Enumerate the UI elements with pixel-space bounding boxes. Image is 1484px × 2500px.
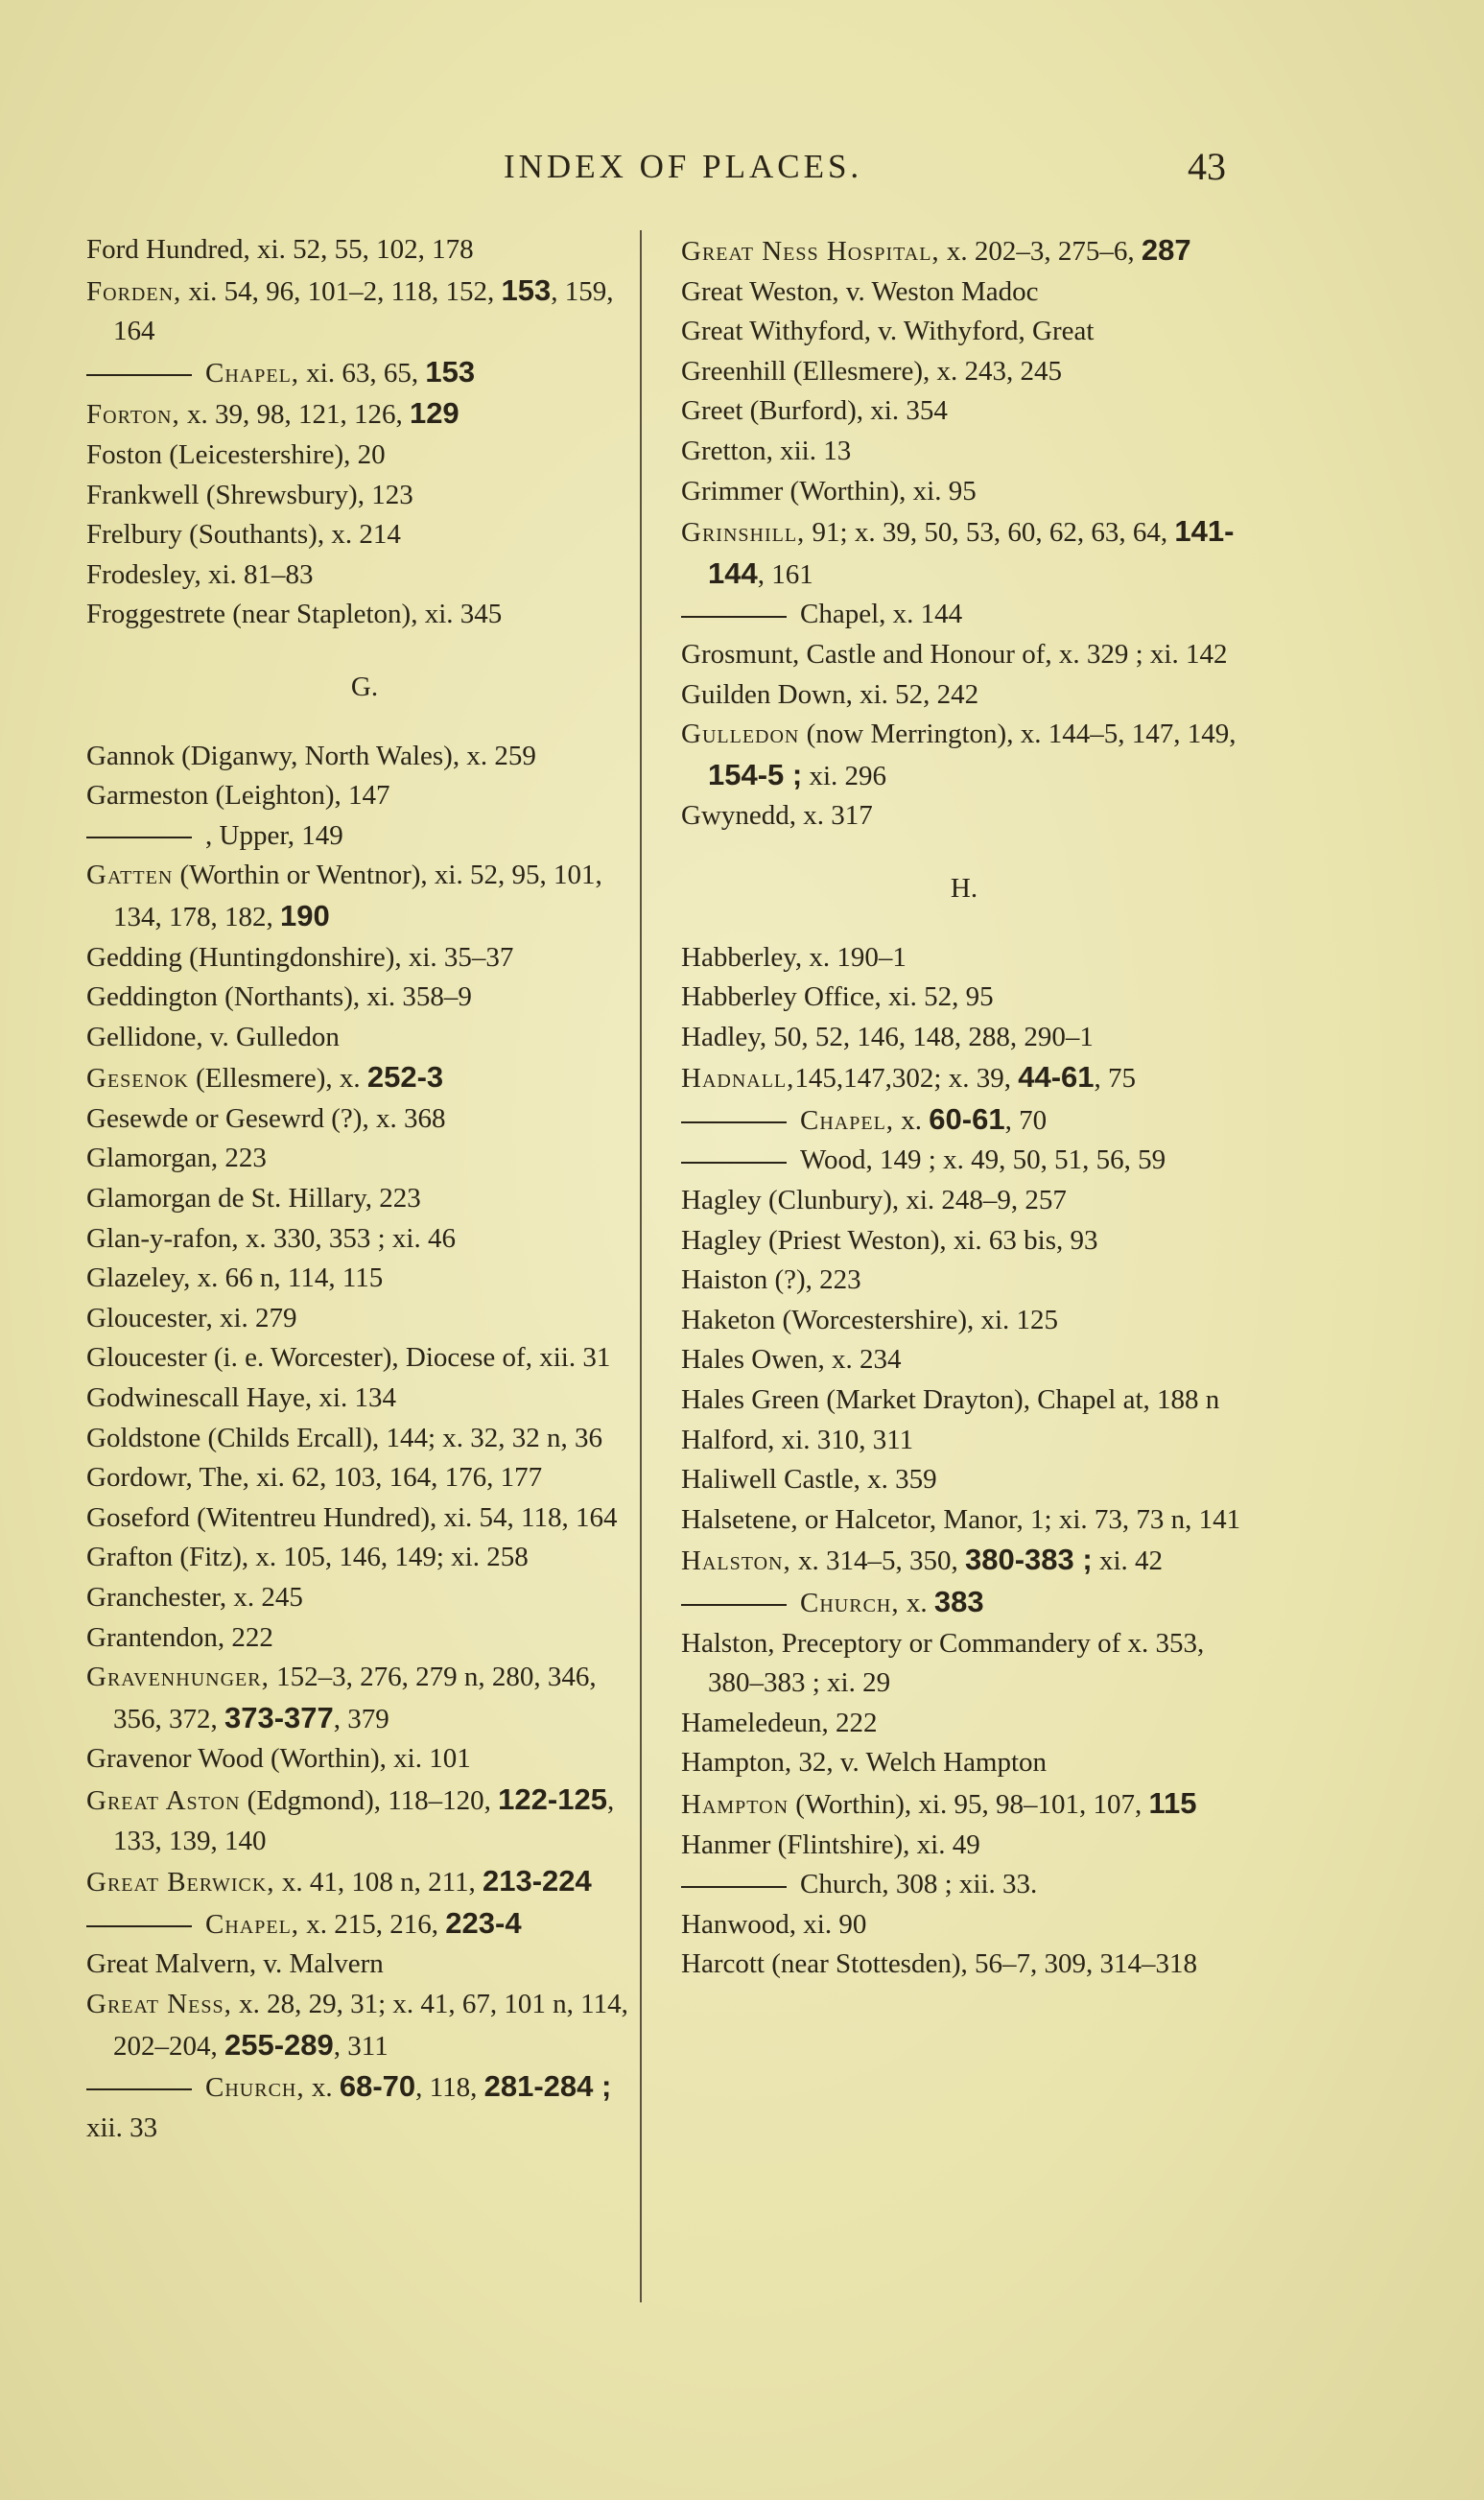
index-entry (86, 1578, 643, 1618)
entry-text: Gesewde or Gesewrd (?), x. 368 (86, 1102, 446, 1134)
page-refs: xi. 54, 96, 101–2, 118, 152, (181, 275, 502, 307)
index-entry (86, 1219, 643, 1260)
entry-text: Hagley (Clunbury), xi. 248–9, 257 (681, 1185, 1067, 1216)
index-entry (681, 432, 1247, 472)
entry-text: Greet (Burford), xi. 354 (681, 395, 948, 427)
principal-page-ref: 287 (1141, 233, 1191, 267)
page-title: INDEX OF PLACES. (504, 148, 863, 185)
entry-text: Hampton, 32, v. Welch Hampton (681, 1747, 1048, 1779)
page-refs: x. 39, 98, 121, 126, (179, 399, 410, 431)
index-entry (86, 515, 643, 555)
index-subentry (681, 1099, 1247, 1142)
index-entry (86, 776, 643, 816)
index-entry (86, 230, 643, 271)
page-refs: 152–3, 276, 279 n, 280, 346, 356, 372, (113, 1662, 597, 1734)
index-entry (86, 1780, 643, 1861)
index-entry (86, 1018, 643, 1058)
entry-text: Great Withyford, v. Withyford, Great (681, 316, 1095, 347)
entry-text: Grosmunt, Castle and Honour of, x. 329 ; xi. 142 (681, 638, 1228, 670)
entry-text: Froggestrete (near Stapleton), xi. 345 (86, 599, 503, 630)
entry-text: Garmeston (Leighton), 147 (86, 780, 390, 812)
entry-text: Glan-y-rafon, x. 330, 353 ; xi. 46 (86, 1222, 456, 1254)
principal-page-ref: 153 (501, 272, 552, 307)
left-column (86, 230, 643, 2148)
index-entry (86, 1739, 643, 1780)
entry-text: Goldstone (Childs Ercall), 144; x. 32, 32 n, 36 (86, 1422, 603, 1453)
principal-page-ref: 129 (409, 396, 459, 431)
page-refs: , 379 (333, 1703, 389, 1734)
index-entry (86, 476, 643, 516)
index-entry (86, 436, 643, 476)
index-entry (681, 938, 1247, 979)
index-entry (681, 715, 1247, 796)
entry-text: Gannok (Diganwy, North Wales), x. 259 (86, 740, 536, 771)
page-refs: , 161 (757, 558, 813, 590)
entry-text: Gloucester, xi. 279 (86, 1302, 297, 1333)
index-entry (86, 1945, 643, 1985)
section-letter (86, 635, 643, 737)
entry-text: Greenhill (Ellesmere), x. 243, 245 (681, 355, 1063, 387)
index-subentry (86, 816, 643, 857)
principal-page-ref: 44-61 (1018, 1060, 1095, 1095)
place-name: Chapel, (205, 357, 300, 389)
principal-page-ref: 255-289 (224, 2027, 334, 2062)
place-name: Forden, (86, 275, 182, 307)
index-entry (681, 796, 1247, 837)
principal-page-ref: 141-144 (708, 514, 1235, 590)
index-entry (86, 1538, 643, 1578)
page-header (0, 144, 1484, 201)
page-refs: (Ellesmere), x. (188, 1063, 367, 1095)
index-entry (86, 1985, 643, 2066)
section-letter-text: G. (350, 671, 379, 702)
entry-text: Foston (Leicestershire), 20 (86, 438, 386, 470)
principal-page-ref: 153 (425, 354, 476, 389)
entry-text: Guilden Down, xi. 52, 242 (681, 678, 979, 710)
entry-text: Goseford (Witentreu Hundred), xi. 54, 118, 164 (86, 1501, 618, 1533)
index-subentry (86, 352, 643, 394)
index-entry (681, 511, 1247, 595)
ditto-dash (681, 1604, 787, 1606)
page-refs: (now Merrington), x. 144–5, 147, 149, (799, 719, 1237, 750)
entry-text: Glamorgan, 223 (86, 1143, 267, 1174)
entry-text: Habberley, x. 190–1 (681, 941, 907, 973)
index-entry (86, 1139, 643, 1179)
index-entry (86, 1419, 643, 1459)
page-refs: xi. 63, 65, (299, 357, 426, 389)
index-entry (681, 1624, 1247, 1704)
entry-text: Hanmer (Flintshire), xi. 49 (681, 1828, 980, 1860)
index-entry (681, 1460, 1247, 1500)
entry-text: Granchester, x. 245 (86, 1582, 303, 1613)
entry-text: Gravenor Wood (Worthin), xi. 101 (86, 1743, 471, 1775)
index-subentry (86, 2066, 643, 2148)
place-name: Grinshill, (681, 517, 806, 549)
entry-text: Frelbury (Southants), x. 214 (86, 519, 401, 551)
index-entry (86, 1099, 643, 1140)
place-name: Gravenhunger, (86, 1662, 270, 1693)
index-entry (86, 1618, 643, 1659)
index-entry (86, 1458, 643, 1498)
index-entry (681, 1018, 1247, 1058)
index-entry (86, 393, 643, 436)
page-refs: x. (894, 1104, 930, 1136)
entry-text: Harcott (near Stottesden), 56–7, 309, 314–318 (681, 1948, 1198, 1980)
place-name: Great Ness Hospital, (681, 236, 940, 267)
entry-text: Frodesley, xi. 81–83 (86, 558, 314, 590)
place-name: Hampton (681, 1788, 789, 1820)
ditto-dash (86, 2088, 192, 2090)
ditto-dash (86, 374, 192, 376)
principal-page-ref: 373-377 (224, 1700, 334, 1734)
principal-page-ref: 154-5 ; (708, 757, 803, 791)
index-subentry (681, 1865, 1247, 1905)
index-entry (681, 272, 1247, 313)
entry-text: Grimmer (Worthin), xi. 95 (681, 475, 977, 507)
entry-text: Godwinescall Haye, xi. 134 (86, 1382, 396, 1414)
index-subentry (681, 1582, 1247, 1624)
index-entry (681, 1500, 1247, 1541)
ditto-dash (681, 1121, 787, 1123)
page-refs: , 75 (1094, 1063, 1137, 1095)
place-name: Hadnall, (681, 1063, 795, 1095)
index-entry (681, 1540, 1247, 1582)
entry-text: Hadley, 50, 52, 146, 148, 288, 290–1 (681, 1021, 1094, 1052)
principal-page-ref: 115 (1148, 1785, 1197, 1820)
place-name: Gatten (86, 860, 174, 891)
place-name: Chapel, (800, 1104, 895, 1136)
index-entry (681, 391, 1247, 432)
index-entry (681, 635, 1247, 675)
place-name: Forton, (86, 399, 180, 431)
principal-page-ref: 122-125 (498, 1781, 607, 1816)
principal-page-ref: 60-61 (929, 1101, 1005, 1136)
index-entry (681, 675, 1247, 716)
index-entry (681, 1704, 1247, 1744)
page-refs: x. 28, 29, 31; x. 41, 67, 101 n, 114, 202–204, (113, 1988, 628, 2062)
principal-page-ref: 380-383 ; (964, 1543, 1093, 1577)
index-entry (86, 555, 643, 596)
index-entry (681, 1221, 1247, 1262)
page-refs: , 118, (415, 2072, 484, 2104)
index-entry (681, 312, 1247, 352)
entry-text: Grantendon, 222 (86, 1621, 273, 1653)
page-refs: 91; x. 39, 50, 53, 60, 62, 63, 64, (805, 517, 1175, 549)
index-entry (681, 472, 1247, 512)
entry-text: Gwynedd, x. 317 (681, 800, 873, 832)
index-subentry (86, 1903, 643, 1946)
index-entry (681, 1261, 1247, 1301)
section-letter-text: H. (950, 872, 978, 904)
entry-text: , Upper, 149 (205, 819, 343, 851)
page-refs: xi. 296 (802, 760, 887, 791)
page-refs: , 311 (333, 2030, 389, 2062)
index-entry (86, 1861, 643, 1903)
page-refs: , 133, 139, 140 (113, 1784, 615, 1856)
entry-text: Chapel, x. 144 (800, 599, 963, 630)
page-refs: (Worthin or Wentnor), xi. 52, 95, 101, 134, 178, 182, (113, 860, 602, 932)
ditto-dash (681, 1162, 787, 1164)
index-entry (86, 271, 643, 352)
section-letter (681, 837, 1247, 938)
place-name: Halston, (681, 1545, 791, 1577)
principal-page-ref: 281-284 ; (483, 2069, 612, 2104)
index-subentry (681, 595, 1247, 635)
index-entry (86, 1338, 643, 1379)
page-refs: x. 202–3, 275–6, (939, 236, 1142, 267)
page-refs: x. 41, 108 n, 211, (274, 1867, 483, 1899)
index-entry (86, 1179, 643, 1219)
entry-text: Haliwell Castle, x. 359 (681, 1464, 937, 1496)
entry-text: Hales Green (Market Drayton), Chapel at, 188 n (681, 1384, 1220, 1416)
entry-text: Hanwood, xi. 90 (681, 1908, 867, 1940)
index-entry (86, 856, 643, 937)
page-refs: x. 215, 216, (299, 1908, 446, 1940)
page-refs: , 159, 164 (113, 275, 614, 347)
entry-text: Habberley Office, xi. 52, 95 (681, 981, 994, 1013)
index-entry (681, 1181, 1247, 1221)
place-name: Church, (800, 1588, 900, 1618)
entry-text: Hagley (Priest Weston), xi. 63 bis, 93 (681, 1224, 1098, 1256)
index-entry (86, 1259, 643, 1299)
index-entry (86, 737, 643, 777)
entry-text: Hales Owen, x. 234 (681, 1344, 902, 1376)
entry-text: Glamorgan de St. Hillary, 223 (86, 1183, 421, 1215)
entry-text: Ford Hundred, xi. 52, 55, 102, 178 (86, 234, 474, 265)
place-name: Gesenok (86, 1063, 189, 1095)
entry-text: Haiston (?), 223 (681, 1264, 861, 1296)
place-name: Great Aston (86, 1784, 241, 1816)
index-entry (681, 1301, 1247, 1341)
place-name: Gulledon (681, 719, 800, 750)
index-entry (681, 1421, 1247, 1461)
ditto-dash (86, 837, 192, 838)
index-entry (681, 1826, 1247, 1866)
page-refs: 145,147,302; x. 39, (794, 1063, 1019, 1095)
index-entry (681, 1783, 1247, 1826)
entry-text: Grafton (Fitz), x. 105, 146, 149; xi. 258 (86, 1542, 529, 1573)
entry-text: Haketon (Worcestershire), xi. 125 (681, 1304, 1059, 1335)
index-entry (86, 1498, 643, 1539)
entry-text: Halford, xi. 310, 311 (681, 1424, 914, 1455)
principal-page-ref: 213-224 (483, 1864, 592, 1899)
principal-page-ref: 383 (933, 1585, 984, 1618)
entry-text: Halsetene, or Halcetor, Manor, 1; xi. 73, 73 n, 141 (681, 1503, 1241, 1535)
index-entry (681, 230, 1247, 272)
principal-page-ref: 252-3 (366, 1060, 444, 1095)
index-entry (86, 1057, 643, 1099)
index-subentry (681, 1141, 1247, 1181)
page-refs: (Worthin), xi. 95, 98–101, 107, (789, 1788, 1149, 1820)
entry-text: Halston, Preceptory or Commandery of x. 353, 380–383 ; xi. 29 (681, 1627, 1205, 1699)
entry-text: Geddington (Northants), xi. 358–9 (86, 981, 472, 1013)
index-entry (681, 1945, 1247, 1985)
page-refs: x. (899, 1588, 934, 1618)
place-name: Church, (205, 2072, 305, 2104)
right-column (681, 230, 1247, 1985)
index-entry (86, 595, 643, 635)
entry-text: Church, 308 ; xii. 33. (800, 1869, 1038, 1900)
index-entry (681, 1340, 1247, 1380)
page-refs: x. (304, 2072, 340, 2104)
index-entry (86, 1658, 643, 1739)
place-name: Chapel, (205, 1908, 300, 1940)
page-refs: , 70 (1004, 1104, 1048, 1136)
index-entry (681, 1380, 1247, 1421)
index-entry (86, 938, 643, 979)
principal-page-ref: 68-70 (339, 2069, 416, 2104)
principal-page-ref: 190 (280, 898, 330, 932)
principal-page-ref: 223-4 (445, 1905, 522, 1940)
entry-text: Frankwell (Shrewsbury), 123 (86, 479, 413, 510)
entry-text: Gellidone, v. Gulledon (86, 1021, 340, 1052)
entry-text: Hameledeun, 222 (681, 1707, 878, 1738)
index-entry (86, 1299, 643, 1339)
entry-text: Glazeley, x. 66 n, 114, 115 (86, 1262, 384, 1294)
entry-text: Gedding (Huntingdonshire), xi. 35–37 (86, 941, 514, 973)
page-refs: xi. 42 (1092, 1545, 1163, 1577)
page-refs: xii. 33 (86, 2111, 158, 2143)
place-name: Great Berwick, (86, 1867, 275, 1899)
index-entry (86, 1379, 643, 1419)
index-entry (681, 1057, 1247, 1099)
index-entry (681, 978, 1247, 1018)
place-name: Great Ness, (86, 1988, 232, 2019)
entry-text: Gretton, xii. 13 (681, 435, 852, 466)
ditto-dash (681, 1886, 787, 1888)
entry-text: Great Malvern, v. Malvern (86, 1948, 384, 1980)
page-number: 43 (1188, 145, 1226, 188)
index-entry (681, 1743, 1247, 1783)
page-refs: x. 314–5, 350, (790, 1545, 965, 1577)
entry-text: Gordowr, The, xi. 62, 103, 164, 176, 177 (86, 1462, 543, 1494)
index-entry (681, 1905, 1247, 1946)
page-refs: (Edgmond), 118–120, (240, 1784, 499, 1816)
entry-text: Wood, 149 ; x. 49, 50, 51, 56, 59 (800, 1144, 1166, 1176)
ditto-dash (681, 616, 787, 618)
index-entry (86, 978, 643, 1018)
ditto-dash (86, 1925, 192, 1927)
entry-text: Gloucester (i. e. Worcester), Diocese of, xii. 31 (86, 1342, 611, 1374)
entry-text: Great Weston, v. Weston Madoc (681, 275, 1039, 307)
index-entry (681, 352, 1247, 392)
